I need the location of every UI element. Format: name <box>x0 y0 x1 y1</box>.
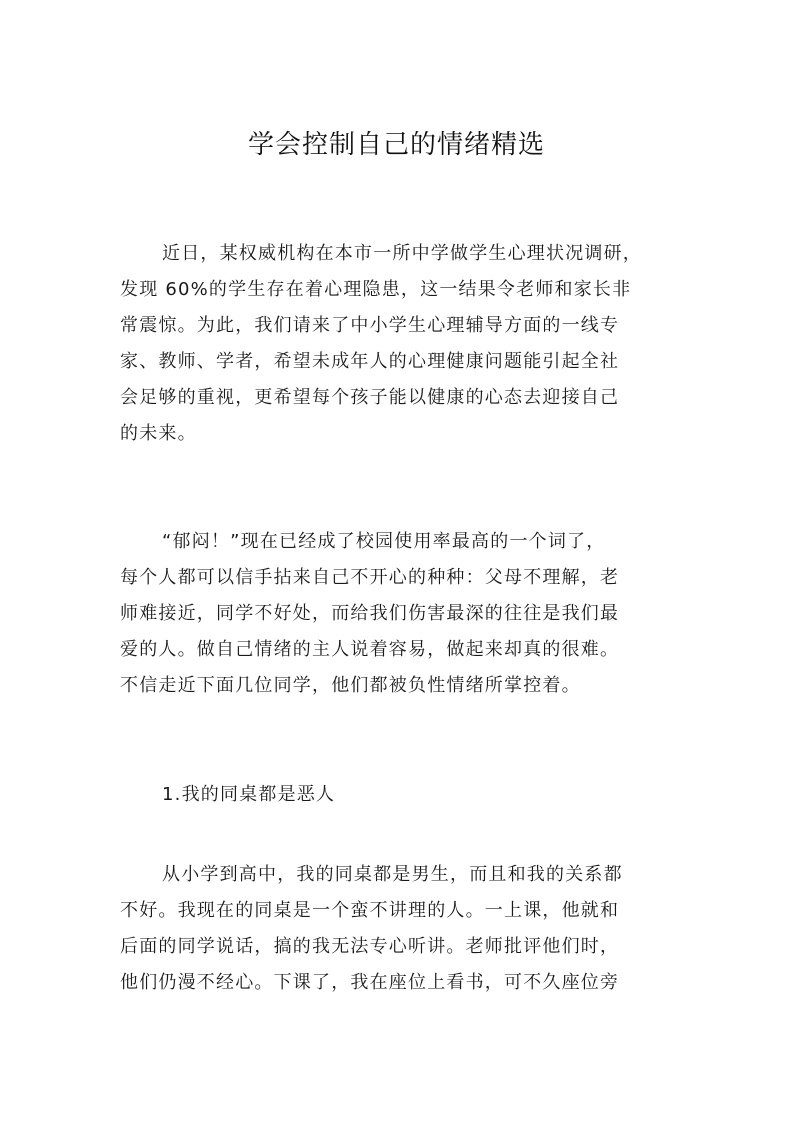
paragraph-line: 家、教师、学者，希望未成年人的心理健康问题能引起全社 <box>120 351 620 372</box>
section-heading <box>120 777 680 813</box>
paragraph-line: 不好。我现在的同桌是一个蛮不讲理的人。一上课，他就和 <box>120 900 620 921</box>
paragraph-line: 师难接近，同学不好处，而给我们伤害最深的往往是我们最 <box>120 603 620 624</box>
paragraph-line: 后面的同学说话，搞的我无法专心听讲。老师批评他们时， <box>120 936 620 957</box>
paragraph-2 <box>120 524 680 704</box>
paragraph-line: 每个人都可以信手拈来自己不开心的种种：父母不理解，老 <box>120 567 620 588</box>
paragraph-line: 的未来。 <box>120 423 197 444</box>
paragraph-line: “郁闷！”现在已经成了校园使用率最高的一个词了， <box>162 531 606 552</box>
paragraph-3 <box>120 857 680 1001</box>
paragraph-line: 会足够的重视，更希望每个孩子能以健康的心态去迎接自己 <box>120 387 620 408</box>
section-heading-text: 1.我的同桌都是恶人 <box>162 784 336 805</box>
paragraph-line: 他们仍漫不经心。下课了，我在座位上看书，可不久座位旁 <box>120 972 620 993</box>
paragraph-line: 从小学到高中，我的同桌都是男生，而且和我的关系都 <box>162 864 623 885</box>
paragraph-1 <box>120 236 680 452</box>
paragraph-line: 常震惊。为此，我们请来了中小学生心理辅导方面的一线专 <box>120 315 620 336</box>
document-title: 学会控制自己的情绪精选 <box>247 130 545 160</box>
paragraph-line: 发现 60%的学生存在着心理隐患，这一结果令老师和家长非 <box>120 279 632 300</box>
paragraph-line: 不信走近下面几位同学，他们都被负性情绪所掌控着。 <box>120 675 581 696</box>
paragraph-line: 近日，某权威机构在本市一所中学做学生心理状况调研， <box>162 243 642 264</box>
paragraph-line: 爱的人。做自己情绪的主人说着容易，做起来却真的很难。 <box>120 639 620 660</box>
